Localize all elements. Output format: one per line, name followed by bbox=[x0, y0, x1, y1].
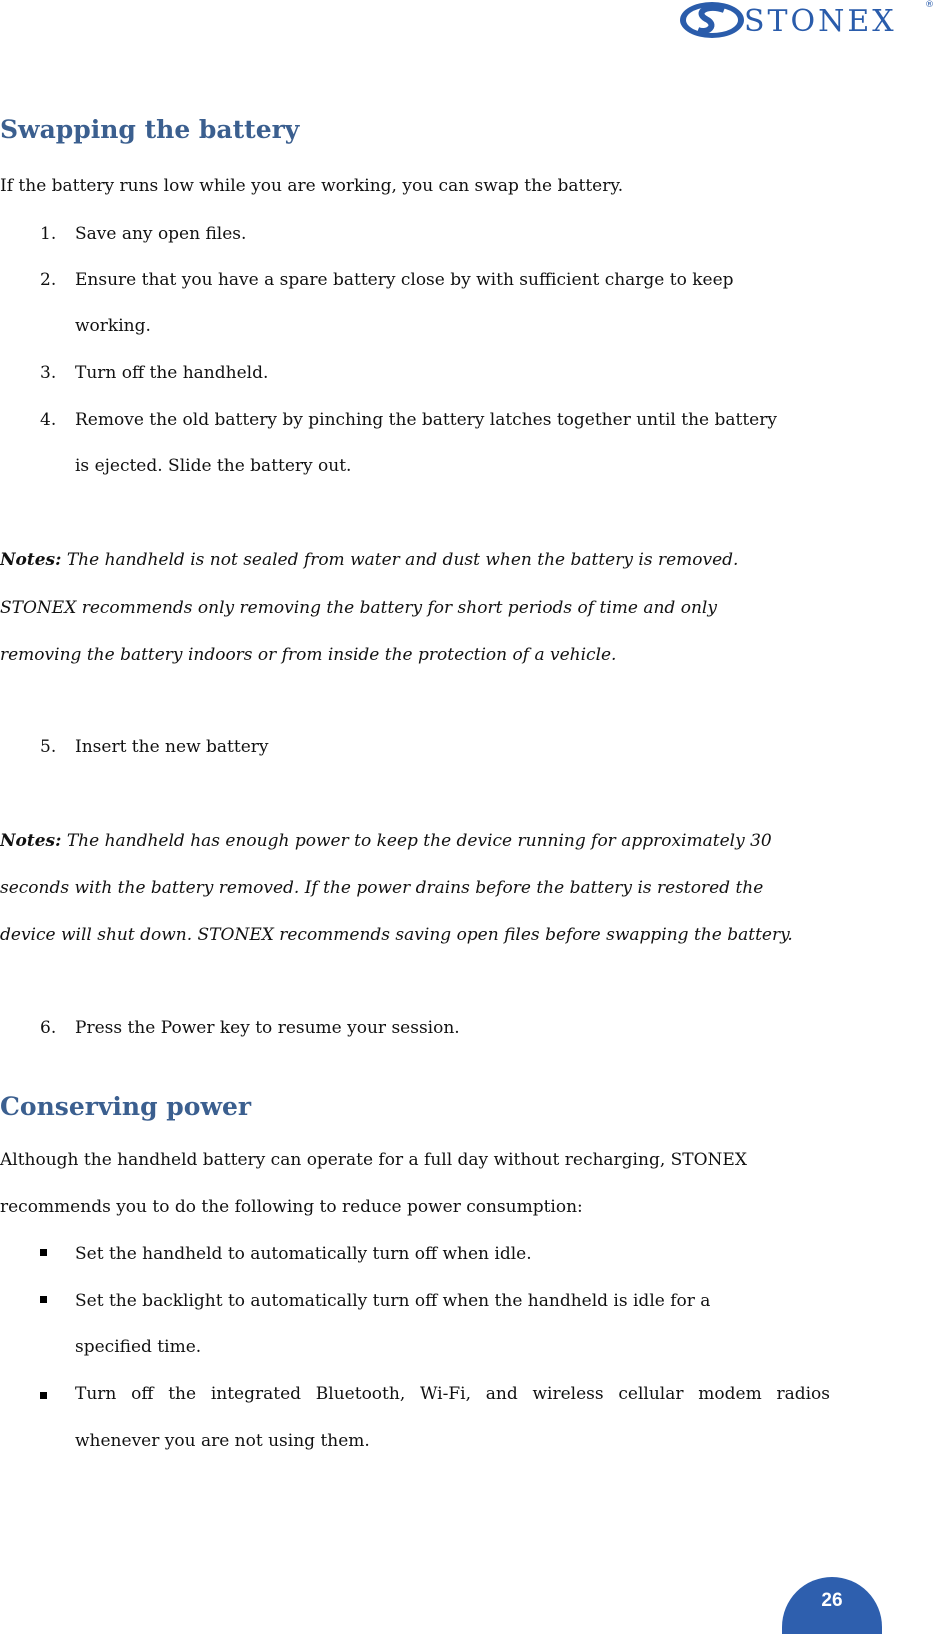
intro-line: recommends you to do the following to reduce power consumption: bbox=[0, 1197, 583, 1217]
note-line: seconds with the battery removed. If the power drains before the battery is restored the bbox=[0, 878, 764, 898]
list-item: 6. Press the Power key to resume your session. bbox=[40, 1018, 460, 1038]
list-item: 4. Remove the old battery by pinching the battery latches together until the battery bbox=[40, 410, 777, 430]
list-item-cont: is ejected. Slide the battery out. bbox=[75, 456, 352, 476]
section-title-conserving: Conserving power bbox=[0, 1092, 252, 1121]
intro-line: Although the handheld battery can operate for a full day without recharging, STONEX bbox=[0, 1150, 747, 1170]
bullet-icon bbox=[40, 1392, 47, 1399]
note-label: Notes: bbox=[0, 550, 62, 570]
brand-name: STONEX bbox=[744, 4, 897, 39]
note-line: Notes: The handheld is not sealed from water and dust when the battery is removed. bbox=[0, 550, 739, 570]
section-title-swapping: Swapping the battery bbox=[0, 115, 300, 144]
list-item: 2. Ensure that you have a spare battery close by with sufficient charge to keep bbox=[40, 270, 734, 290]
note-line: STONEX recommends only removing the battery for short periods of time and only bbox=[0, 598, 717, 618]
bullet-icon bbox=[40, 1296, 47, 1303]
bullet-icon bbox=[40, 1249, 47, 1256]
bullet-item: Set the handheld to automatically turn off when idle. bbox=[40, 1242, 532, 1266]
bullet-item: Set the backlight to automatically turn off when the handheld is idle for a bbox=[40, 1289, 710, 1313]
note-line: device will shut down. STONEX recommends saving open files before swapping the battery. bbox=[0, 925, 793, 945]
intro-text: If the battery runs low while you are working, you can swap the battery. bbox=[0, 176, 624, 196]
page-number: 26 bbox=[782, 1577, 882, 1634]
list-item-cont: working. bbox=[75, 316, 151, 336]
bullet-cont: specified time. bbox=[75, 1337, 202, 1357]
note-line: removing the battery indoors or from inside the protection of a vehicle. bbox=[0, 645, 617, 665]
list-item: 1. Save any open files. bbox=[40, 224, 247, 244]
note-line: Notes: The handheld has enough power to keep the device running for approximately 30 bbox=[0, 831, 772, 851]
bullet-cont: whenever you are not using them. bbox=[75, 1431, 370, 1451]
note-label: Notes: bbox=[0, 831, 62, 851]
list-item: 3. Turn off the handheld. bbox=[40, 363, 269, 383]
list-item: 5. Insert the new battery bbox=[40, 737, 269, 757]
registered-mark: ® bbox=[925, 0, 934, 10]
